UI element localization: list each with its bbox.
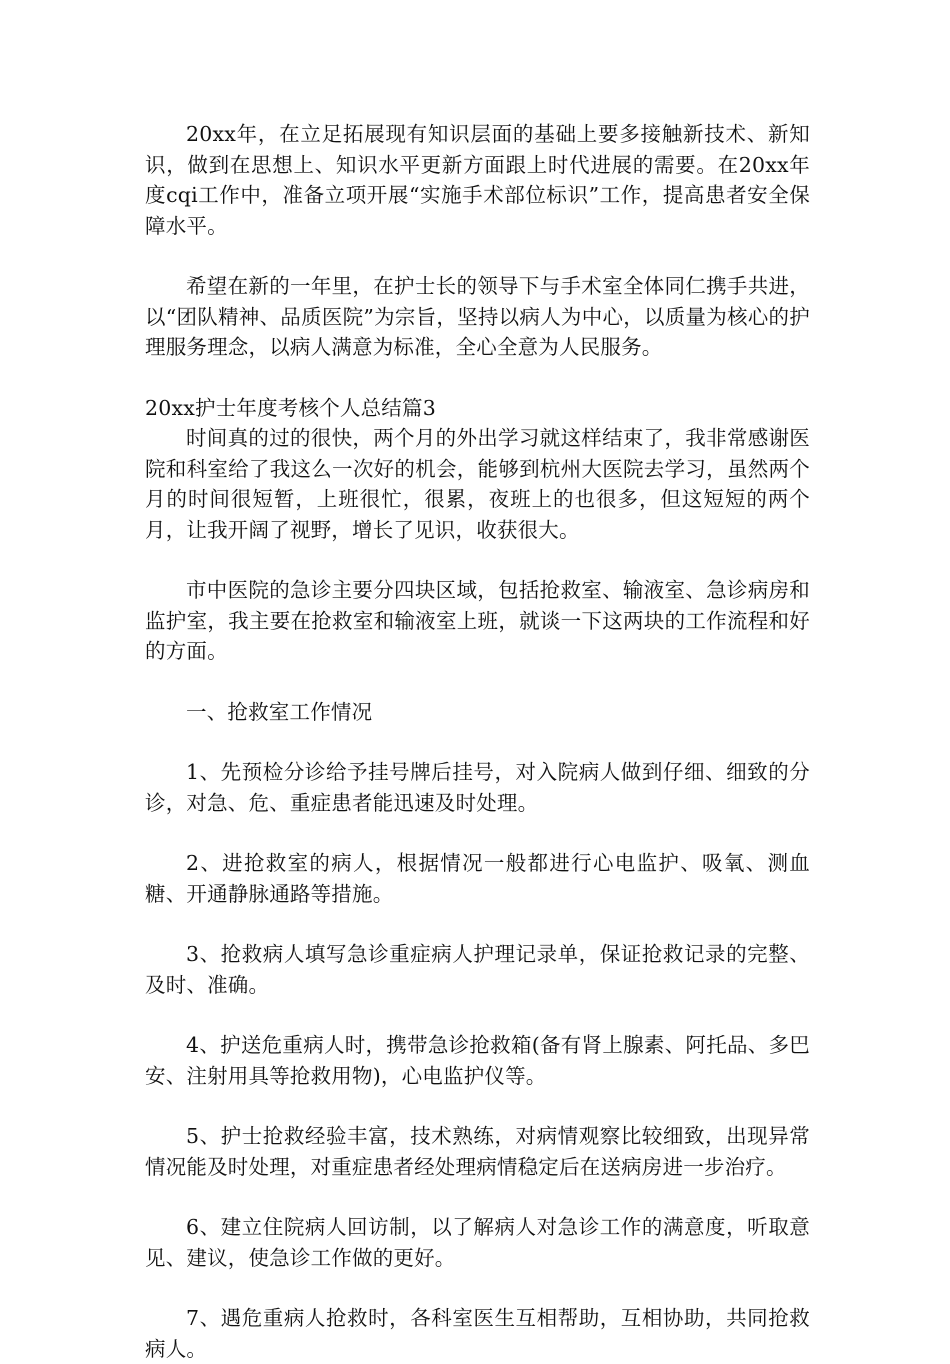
paragraph: 时间真的过的很快，两个月的外出学习就这样结束了，我非常感谢医院和科室给了我这么一次好的机会，能够到杭州大医院去学习，虽然两个月的时间很短暂，上班很忙，很累，夜班上的也很多，但这短短的两个月，让我开阔了视野，增长了见识，收获很大。 (145, 426, 810, 542)
list-item: 1、先预检分诊给予挂号牌后挂号，对入院病人做到仔细、细致的分诊，对急、危、重症患者能迅速及时处理。 (145, 760, 810, 815)
list-item: 6、建立住院病人回访制，以了解病人对急诊工作的满意度，听取意见、建议，使急诊工作做的更好。 (145, 1215, 810, 1270)
paragraph: 希望在新的一年里，在护士长的领导下与手术室全体同仁携手共进，以“团队精神、品质医院”为宗旨，坚持以病人为中心，以质量为核心的护理服务理念，以病人满意为标准，全心全意为人民服务。 (145, 274, 810, 359)
list-item: 4、护送危重病人时，携带急诊抢救箱(备有肾上腺素、阿托品、多巴安、注射用具等抢救用物)，心电监护仪等。 (145, 1033, 810, 1088)
list-item: 7、遇危重病人抢救时，各科室医生互相帮助，互相协助，共同抢救病人。 (145, 1306, 810, 1361)
section-heading: 20xx护士年度考核个人总结篇3 (145, 395, 436, 420)
document-body (145, 119, 810, 1364)
list-item: 3、抢救病人填写急诊重症病人护理记录单，保证抢救记录的完整、及时、准确。 (145, 942, 810, 997)
paragraph: 市中医院的急诊主要分四块区域，包括抢救室、输液室、急诊病房和监护室，我主要在抢救室和输液室上班，就谈一下这两块的工作流程和好的方面。 (145, 578, 810, 663)
list-item: 5、护士抢救经验丰富，技术熟练，对病情观察比较细致，出现异常情况能及时处理，对重症患者经处理病情稳定后在送病房进一步治疗。 (145, 1124, 810, 1179)
subsection-heading: 一、抢救室工作情况 (186, 699, 373, 724)
list-item: 2、进抢救室的病人，根据情况一般都进行心电监护、吸氧、测血糖、开通静脉通路等措施。 (145, 851, 810, 906)
paragraph: 20xx年，在立足拓展现有知识层面的基础上要多接触新技术、新知识，做到在思想上、知识水平更新方面跟上时代进展的需要。在20xx年度cqi工作中，准备立项开展“实施手术部位标识”工作，提高患者安全保障水平。 (145, 122, 810, 238)
